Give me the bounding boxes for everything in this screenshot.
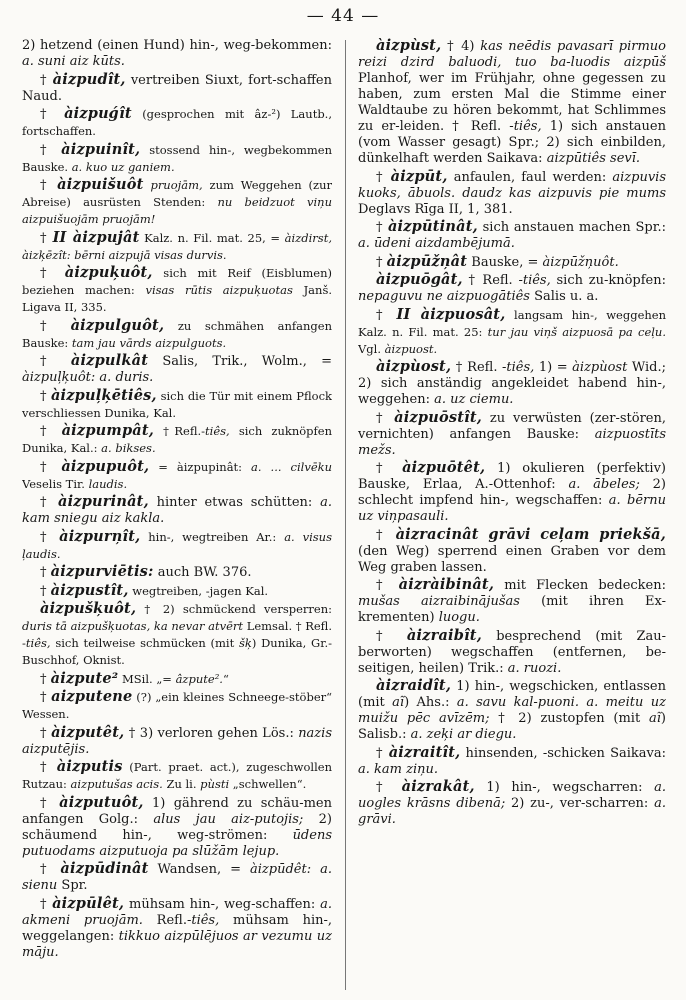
- entry-text: Wandsen, =: [148, 862, 251, 877]
- entry-text: 2) schlecht impfend hin-, wegschaffen:: [358, 477, 666, 508]
- dictionary-entry: [358, 359, 666, 408]
- dictionary-entry: [22, 106, 332, 140]
- entry-text: mit Flecken bedecken:: [494, 578, 666, 593]
- entry-example: tiês,: [522, 273, 551, 288]
- dictionary-entry: [22, 861, 332, 894]
- dictionary-entry: [22, 423, 332, 457]
- right-column: [358, 38, 666, 992]
- entry-example: tiês,: [25, 636, 51, 650]
- entry-headword: àizpuōgât,: [376, 271, 463, 288]
- entry-text: †: [376, 410, 395, 426]
- entry-headword: àizpùost,: [376, 358, 452, 375]
- entry-text: wegtreiben, -jagen Kal.: [128, 583, 269, 598]
- dictionary-entry: [22, 671, 332, 688]
- entry-example: ūdens putuodams aizputuoja pa slūžām lejup.: [22, 827, 332, 859]
- entry-text: „schwellen“.: [229, 777, 307, 791]
- dictionary-entry: [22, 564, 332, 581]
- entry-example: tam jau vārds aizpulguots.: [71, 335, 227, 350]
- entry-text: = àizpupinât:: [149, 459, 252, 474]
- dictionary-entry: [22, 142, 332, 176]
- entry-text: †: [40, 896, 53, 912]
- entry-text: hin-, wegtreiben Ar.:: [140, 529, 285, 544]
- entry-example: aĩ: [392, 695, 405, 710]
- entry-text: zu verwüsten (zer-stören, vernichten) anfangen Bauske:: [358, 410, 666, 442]
- entry-text: zum Weggehen (zur Abreise) ausrüsten Stenden:: [22, 178, 332, 209]
- entry-example: a. zeķi ar diegu.: [410, 727, 517, 742]
- entry-example: àizpùost: [572, 360, 628, 375]
- entry-example: âzpute².: [175, 671, 223, 686]
- entry-text: † 2) schmückend versperren:: [136, 602, 332, 616]
- entry-text: Veselis Tir.: [22, 476, 89, 491]
- entry-headword: àizpūtinât,: [387, 218, 478, 235]
- entry-text: 1) sich anstauen (vom Wasser gesagt) Spr.; 2) sich einbilden, dünkelhaft werden Saikava:: [358, 119, 666, 166]
- entry-example: nepaguvu ne aizpuogātiês: [358, 289, 530, 304]
- dictionary-entry: [358, 678, 666, 743]
- entry-text: †: [376, 461, 403, 476]
- entry-example: a. ābeles;: [568, 477, 640, 492]
- entry-example: pùsti: [200, 777, 230, 791]
- entry-text: †: [40, 354, 71, 369]
- entry-text: † 4): [441, 39, 481, 54]
- dictionary-entry: [22, 583, 332, 600]
- entry-text: mühsam hin-, weg-schaffen:: [124, 896, 321, 912]
- entry-text: †: [40, 266, 65, 281]
- entry-text: Janš. Ligava II, 335.: [22, 283, 332, 314]
- entry-text: sich mit Reif (Eisblumen) beziehen machen:: [22, 266, 332, 297]
- dictionary-entry: [358, 169, 666, 218]
- entry-example: tiês,: [205, 424, 230, 438]
- dictionary-entry: [358, 577, 666, 626]
- entry-text: †: [376, 527, 396, 543]
- entry-headword: àizpute²: [50, 669, 119, 687]
- entry-text: †: [40, 424, 62, 439]
- entry-text: sich die Tür mit einem Pflock verschliessen Dunika, Kal.: [22, 388, 332, 420]
- entry-headword: II àizpujât: [52, 228, 140, 246]
- entry-text: Kalz. n. Fil. mat. 25, =: [139, 230, 285, 245]
- dictionary-entry: [22, 318, 332, 352]
- entry-text: auch BW. 376.: [153, 565, 252, 580]
- entry-headword: àizpumpât,: [61, 422, 155, 439]
- dictionary-entry: [22, 896, 332, 961]
- entry-headword: àizpudît,: [52, 70, 126, 88]
- entry-text: † 2) zustopfen (mit: [489, 711, 649, 726]
- entry-text: anfaulen, faul werden:: [447, 169, 613, 185]
- entry-text: †: [40, 529, 60, 545]
- entry-example: tiês,: [506, 360, 535, 375]
- entry-headword: àizrakât,: [401, 778, 475, 795]
- entry-headword: àizpūžņât: [386, 252, 468, 270]
- entry-text: 1) =: [534, 360, 573, 375]
- entry-text: Lemsal. † Refl. -: [22, 619, 332, 650]
- dictionary-entry: [358, 628, 666, 677]
- entry-example: a. ruozi.: [507, 660, 562, 676]
- entry-text: “: [222, 671, 229, 686]
- entry-text: †: [40, 318, 71, 334]
- entry-example: kas neēdis pavasarī pirmuo reizi dzird baluodi, tuo ba-luodis aizpūš: [358, 39, 666, 70]
- entry-example: pruojām,: [143, 178, 203, 192]
- entry-headword: àizraitît,: [388, 743, 461, 761]
- entry-headword: àizpuķuôt,: [64, 264, 153, 281]
- entry-example: visas rūtis aizpuķuotas: [145, 283, 293, 297]
- entry-text: Wid.; 2) sich anständig angekleidet habend hin-, weggehen:: [358, 360, 666, 407]
- entry-example: a. bērnu uz viņpasauli.: [358, 493, 666, 524]
- entry-text: (mit ihren Ex-krementen): [358, 594, 666, 625]
- entry-headword: àizpūt,: [390, 167, 448, 185]
- entry-text: Spr.: [57, 878, 88, 893]
- dictionary-entry: [22, 388, 332, 422]
- entry-text: ) Ahs.:: [404, 695, 457, 710]
- dictionary-entry: [358, 410, 666, 459]
- dictionary-entry: [22, 529, 332, 563]
- entry-text: (gesprochen mit âz-²) Lautb., fortschaffen.: [22, 107, 332, 138]
- entry-text: 1) okulieren (perfektiv) Bauske, Erlaa, A.-Ottenhof:: [358, 461, 666, 492]
- entry-example: a. akmeni pruojām.: [22, 896, 332, 928]
- dictionary-entry: [358, 527, 666, 576]
- dictionary-entry: [22, 353, 332, 386]
- entry-text: †Refl.-: [154, 424, 206, 438]
- entry-headword: àizpuinît,: [61, 140, 141, 158]
- entry-example: a. kuo uz ganiem.: [71, 159, 175, 174]
- entry-headword: II àizpuosât,: [396, 305, 506, 323]
- entry-example: a. grāvi.: [358, 796, 666, 827]
- entry-text: †: [40, 583, 51, 599]
- entry-text: ) Salisb.:: [358, 711, 666, 742]
- entry-headword: àizpuōstît,: [394, 408, 482, 426]
- entry-text: vertreiben Siuxt, fort-schaffen Naud.: [22, 72, 332, 104]
- entry-text: 1) hin-, wegschicken, entlassen (mit: [358, 679, 666, 710]
- entry-text: hinsenden, -schicken Saikava:: [460, 745, 666, 761]
- entry-text: (den Weg) sperrend einen Graben vor dem Weg graben lassen.: [358, 543, 666, 575]
- entry-text: †: [40, 72, 53, 88]
- entry-headword: àizputis: [56, 758, 123, 775]
- entry-text: †: [376, 578, 399, 593]
- entry-headword: àizpùst,: [376, 38, 442, 54]
- dictionary-entry: [358, 307, 666, 358]
- entry-example: a. savu kal-puoni. a. meitu uz muižu pēc avīzēm;: [358, 695, 666, 726]
- entry-example: àizdirst, àizķēzît: bērni aizpujā visas durvis.: [22, 230, 332, 262]
- entry-example: a. kam ziņu.: [358, 761, 438, 777]
- entry-text: stossend hin-, wegbekommen Bauske.: [22, 142, 332, 174]
- entry-text: Deglavs Rīga II, 1, 381.: [358, 201, 513, 217]
- dictionary-entry: [22, 795, 332, 860]
- entry-headword: àizracinât grāvi ceļam priekšā,: [395, 525, 666, 543]
- entry-headword: àizràibinât,: [398, 576, 495, 593]
- entry-text: Bauske, =: [467, 254, 543, 270]
- dictionary-entry: [358, 779, 666, 828]
- entry-example: àizpuost.: [384, 341, 438, 356]
- entry-headword: àizpušķuôt,: [40, 600, 137, 617]
- entry-text: Vgl.: [358, 341, 385, 356]
- entry-headword: àizpulguôt,: [70, 316, 165, 334]
- entry-example: aizpuvis kuoks, ābuols. daudz kas aizpuvis pie mums: [358, 169, 666, 201]
- entry-text: †: [376, 169, 391, 185]
- entry-example: aizpūtiês sevī.: [546, 151, 641, 166]
- entry-headword: àizpūdinât: [60, 860, 149, 877]
- dictionary-entry: [358, 745, 666, 778]
- entry-text: †: [376, 220, 388, 235]
- entry-text: (?) „ein kleines Schneege-stöber“ Wessen.: [22, 690, 332, 721]
- dictionary-entry: [358, 254, 666, 271]
- dictionary-entry: [22, 459, 332, 493]
- entry-text: Salis, Trik., Wolm., =: [148, 354, 332, 369]
- entry-text: 2) zu-, ver-scharren:: [505, 796, 655, 811]
- column-divider: [345, 40, 346, 990]
- entry-headword: àizpulkât: [70, 352, 149, 369]
- entry-headword: àizpuļķētiês,: [50, 386, 157, 404]
- entry-text: † Refl. -: [451, 360, 507, 375]
- entry-text: 1) gährend zu schäu-men anfangen Golg.:: [22, 795, 332, 827]
- entry-example: a. visus ļaudis.: [22, 529, 332, 561]
- dictionary-entry: [22, 494, 332, 527]
- entry-text: 1) hin-, wegscharren:: [474, 780, 655, 795]
- entry-text: †: [376, 307, 397, 323]
- entry-example: aizpuostīts mežs.: [358, 426, 666, 458]
- entry-example: àizpuļķuôt: a. duris.: [22, 370, 154, 385]
- entry-text: †: [40, 690, 52, 705]
- entry-text: †: [40, 142, 62, 158]
- entry-text: (Part. praet. act.), zugeschwollen Rutzau:: [22, 760, 332, 791]
- entry-headword: àizpuišuôt: [57, 176, 144, 193]
- entry-text: †: [40, 795, 60, 811]
- entry-example: nazis aizputējis.: [22, 725, 332, 757]
- dictionary-entry: [22, 689, 332, 723]
- dictionary-entry: [22, 265, 332, 316]
- entry-example: luogu.: [438, 610, 480, 625]
- entry-example: šķ: [238, 636, 252, 650]
- dictionary-entry: [22, 230, 332, 264]
- entry-example: duris tā aizpušķuotas, ka nevar atvērt: [22, 619, 244, 633]
- entry-example: tiês,: [191, 912, 220, 928]
- entry-example: a. uz ciemu.: [434, 392, 514, 407]
- entry-text: sich zuknöpfen Dunika, Kal.:: [22, 424, 332, 455]
- entry-headword: aizputene: [51, 688, 133, 705]
- entry-text: †: [40, 107, 65, 122]
- entry-text: 2) schäumend hin-, weg-strömen:: [22, 811, 332, 843]
- entry-text: hinter etwas schütten:: [148, 495, 321, 510]
- entry-example: a. ... cilvēku: [251, 459, 332, 474]
- entry-example: a. kam sniegu aiz kakla.: [22, 495, 332, 526]
- entry-headword: àizraidît,: [376, 677, 452, 694]
- entry-example: a. suni aiz kūts.: [22, 54, 125, 69]
- entry-text: †: [376, 628, 407, 644]
- entry-headword: àizpūlêt,: [52, 894, 125, 912]
- entry-text: sich teilweise schmücken (mit: [50, 636, 239, 650]
- entry-text: †: [40, 459, 62, 475]
- entry-text: Refl.-: [142, 912, 192, 928]
- entry-headword: àizputêt,: [51, 723, 125, 741]
- entry-text: †: [40, 725, 52, 741]
- entry-text: †: [376, 254, 387, 270]
- entry-text: zu schmähen anfangen Bauske:: [22, 318, 332, 350]
- entry-example: àizpūdêt: a. sienu: [22, 862, 332, 893]
- entry-example: aĩ: [648, 711, 661, 726]
- entry-text: †: [40, 671, 51, 687]
- entry-headword: àizpuǵît: [64, 105, 132, 122]
- entry-text: †: [40, 495, 58, 510]
- page-number: — 44 —: [306, 6, 380, 26]
- entry-headword: àizpurviētis:: [50, 563, 154, 580]
- entry-example: aizputušas acis.: [70, 777, 163, 791]
- entry-text: †: [40, 178, 58, 193]
- left-column: [22, 38, 332, 992]
- entry-text: besprechend (mit Zau-berworten) wegschaffen (entfernen, be-seitigen, heilen) Trik.:: [358, 628, 666, 676]
- dictionary-entry: [22, 177, 332, 228]
- dictionary-entry: [22, 38, 332, 70]
- entry-headword: àizraibît,: [406, 626, 482, 644]
- dictionary-entry: [358, 38, 666, 167]
- entry-text: MSil. „=: [118, 671, 176, 686]
- entry-text: † Refl. -: [462, 273, 523, 288]
- entry-text: 2) hetzend (einen Hund) hin-, weg-bekommen:: [22, 38, 332, 53]
- entry-example: alus jau aiz-putojis;: [153, 811, 304, 827]
- dictionary-entry: [22, 72, 332, 105]
- entry-example: a. uogles krāsns dibenā;: [358, 780, 666, 811]
- entry-example: a. ūdeni aizdambējumā.: [358, 236, 515, 251]
- entry-text: †: [40, 565, 51, 580]
- dictionary-entry: [358, 272, 666, 305]
- entry-example: àizpūžņuôt.: [542, 254, 619, 270]
- entry-text: †: [40, 388, 51, 404]
- dictionary-entry: [22, 601, 332, 669]
- entry-example: tur jau viņš aizpuosā pa ceļu.: [487, 324, 666, 339]
- entry-example: nu beidzuot viņu aizpuišuojām pruojām!: [22, 195, 332, 226]
- dictionary-entry: [358, 219, 666, 252]
- entry-text: langsam hin-, weggehen Kalz. n. Fil. mat. 25:: [358, 307, 666, 339]
- entry-text: †: [376, 780, 402, 795]
- entry-example: mušas aizraibinājušas: [358, 594, 520, 609]
- entry-text: † 3) verloren gehen Lös.:: [124, 725, 299, 741]
- dictionary-entry: [22, 759, 332, 793]
- entry-text: sich zu-knöpfen:: [550, 273, 666, 288]
- entry-text: Salis u. a.: [529, 289, 599, 304]
- entry-text: mühsam hin-, weggelangen:: [22, 912, 332, 944]
- entry-example: a. bikses.: [101, 441, 156, 455]
- entry-headword: àizpurinât,: [57, 493, 149, 510]
- entry-text: sich anstauen machen Spr.:: [477, 220, 666, 235]
- dictionary-entry: [22, 725, 332, 758]
- entry-example: tikkuo aizpūlējuos ar vezumu uz māju.: [22, 928, 332, 960]
- entry-headword: àizpuōtêt,: [402, 459, 486, 476]
- entry-headword: àizpupuôt,: [61, 457, 150, 475]
- entry-text: †: [40, 230, 53, 246]
- entry-text: Planhof, wer im Frühjahr, ohne gegessen zu haben, zum ersten Mal die Stimme einer Waldtaube zu hören bekommt, hat Schlimmes zu er-leiden. † Refl. -: [358, 71, 666, 134]
- entry-text: †: [40, 760, 57, 775]
- entry-example: laudis.: [88, 476, 128, 491]
- entry-example: tiês,: [513, 119, 542, 134]
- entry-text: †: [40, 862, 61, 877]
- entry-text: †: [376, 745, 389, 761]
- entry-headword: àizputuôt,: [59, 793, 144, 811]
- entry-headword: àizpustît,: [50, 581, 129, 599]
- entry-text: Zu li.: [162, 777, 201, 791]
- entry-text: ) Dunika, Gr.-Buschhof, Oknist.: [22, 636, 332, 667]
- dictionary-entry: [358, 460, 666, 525]
- entry-headword: àizpurņît,: [59, 527, 141, 545]
